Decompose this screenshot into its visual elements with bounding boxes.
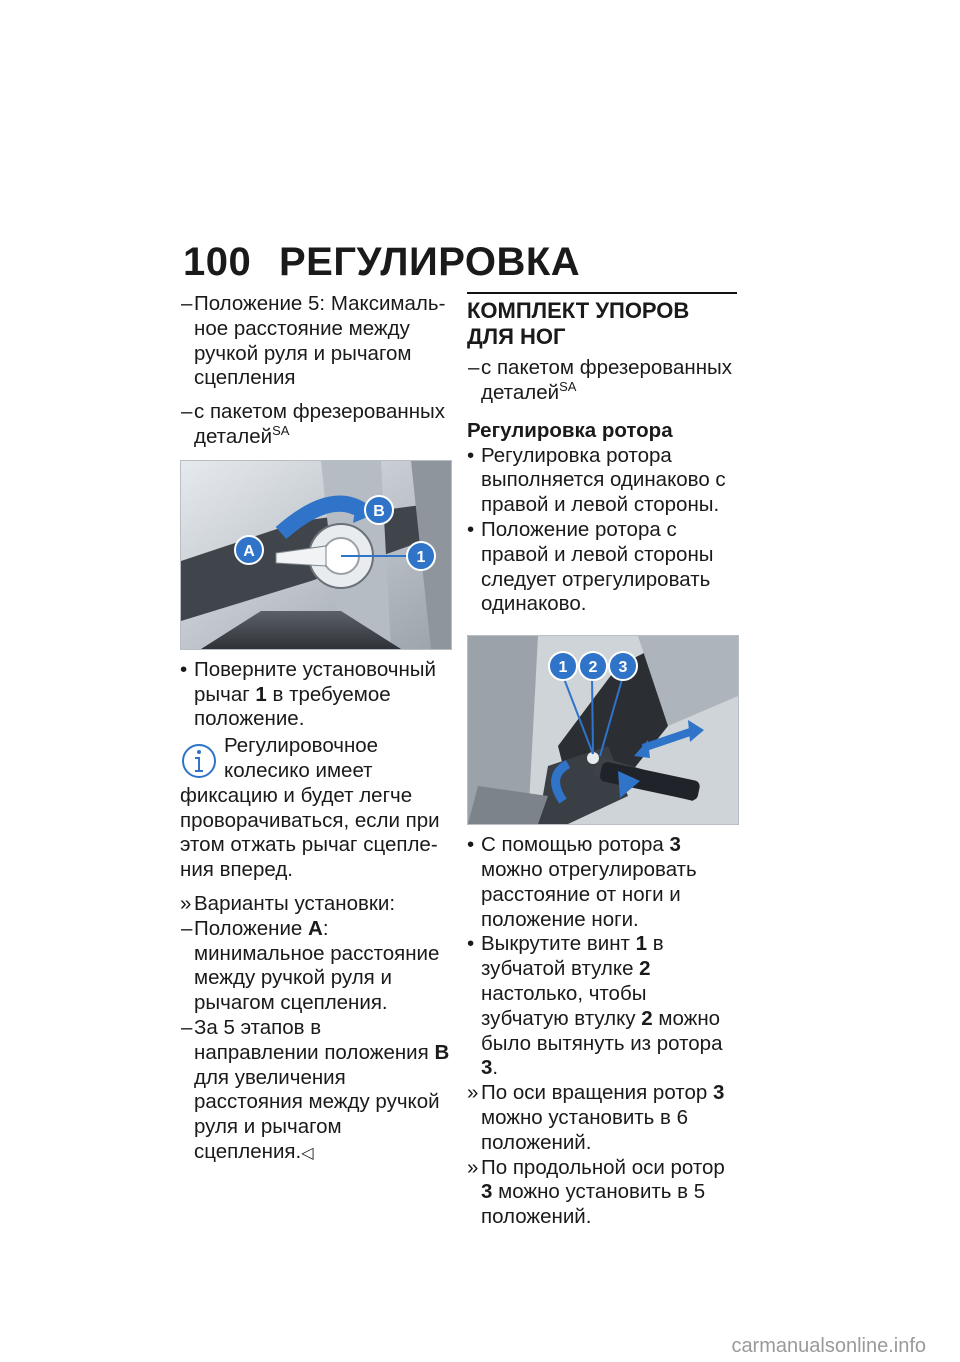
callout-2: 2 <box>588 659 598 677</box>
info-note: Регулировочное колесико имеет фиксацию и будет легче проворачиваться, если при этом отжать рычаг сцепления вперед. <box>180 734 440 882</box>
list-item: » Варианты установки: <box>180 891 396 915</box>
list-item: • Регулировка ротора выполняется одинаково с правой и левой стороны. <box>467 443 726 517</box>
list-item: – Положение A: минимальное расстояние между ручкой руля и рычагом сцепления. <box>181 916 440 1015</box>
list-item: • Положение ротора с правой и левой стороны следует отрегулировать одинаково. <box>467 517 714 616</box>
page-section-title: РЕГУЛИРОВКА <box>279 240 581 284</box>
clutch-lever-figure <box>180 460 452 650</box>
footrest-figure <box>467 635 739 825</box>
end-mark-icon: ◁ <box>301 1144 314 1162</box>
sa-superscript: SA <box>559 378 577 394</box>
section-title: КОМПЛЕКТ УПОРОВ ДЛЯ НОГ <box>467 292 737 350</box>
list-item: – с пакетом фрезерованных деталей$^{SA}$ <box>468 356 732 404</box>
sa-superscript: SA <box>272 422 290 438</box>
page-header <box>183 240 580 285</box>
page-number: 100 <box>183 240 252 284</box>
callout-1: 1 <box>416 548 426 566</box>
callout-3: 3 <box>618 659 628 677</box>
subheading: Регулировка ротора <box>467 418 673 442</box>
watermark: carmanualsonline.info <box>731 1335 926 1357</box>
list-item: » По оси вращения ротор 3 можно установить в 6 положений. <box>467 1081 725 1154</box>
list-item: • Поверните установочный рычаг 1 в требуемое положение. <box>180 657 436 731</box>
info-icon <box>180 740 218 780</box>
left-column <box>180 292 450 1167</box>
list-item: • С помощью ротора 3 можно отрегулировать расстояние от ноги и положение ноги. <box>467 833 697 931</box>
right-column <box>467 292 737 1230</box>
callout-a: A <box>243 542 255 560</box>
list-item: » По продольной оси ротор 3 можно установить в 5 положений. <box>467 1155 725 1229</box>
list-item: – Положение 5: Максимальное расстояние между ручкой руля и рычагом сцепления <box>181 292 446 390</box>
list-item: • Выкрутите винт 1 в зубчатой втулке 2 настолько, чтобы зубчатую втулку 2 можно было вытянуть из ротора 3. <box>467 932 723 1080</box>
list-item: – За 5 этапов в направлении положения B для увеличения расстояния между ручкой руля и рычагом сцепления.◁ <box>181 1015 450 1163</box>
callout-b: B <box>373 502 385 520</box>
list-item: – с пакетом фрезерованных деталей$^{SA}$ <box>181 400 445 448</box>
callout-1: 1 <box>558 659 568 677</box>
